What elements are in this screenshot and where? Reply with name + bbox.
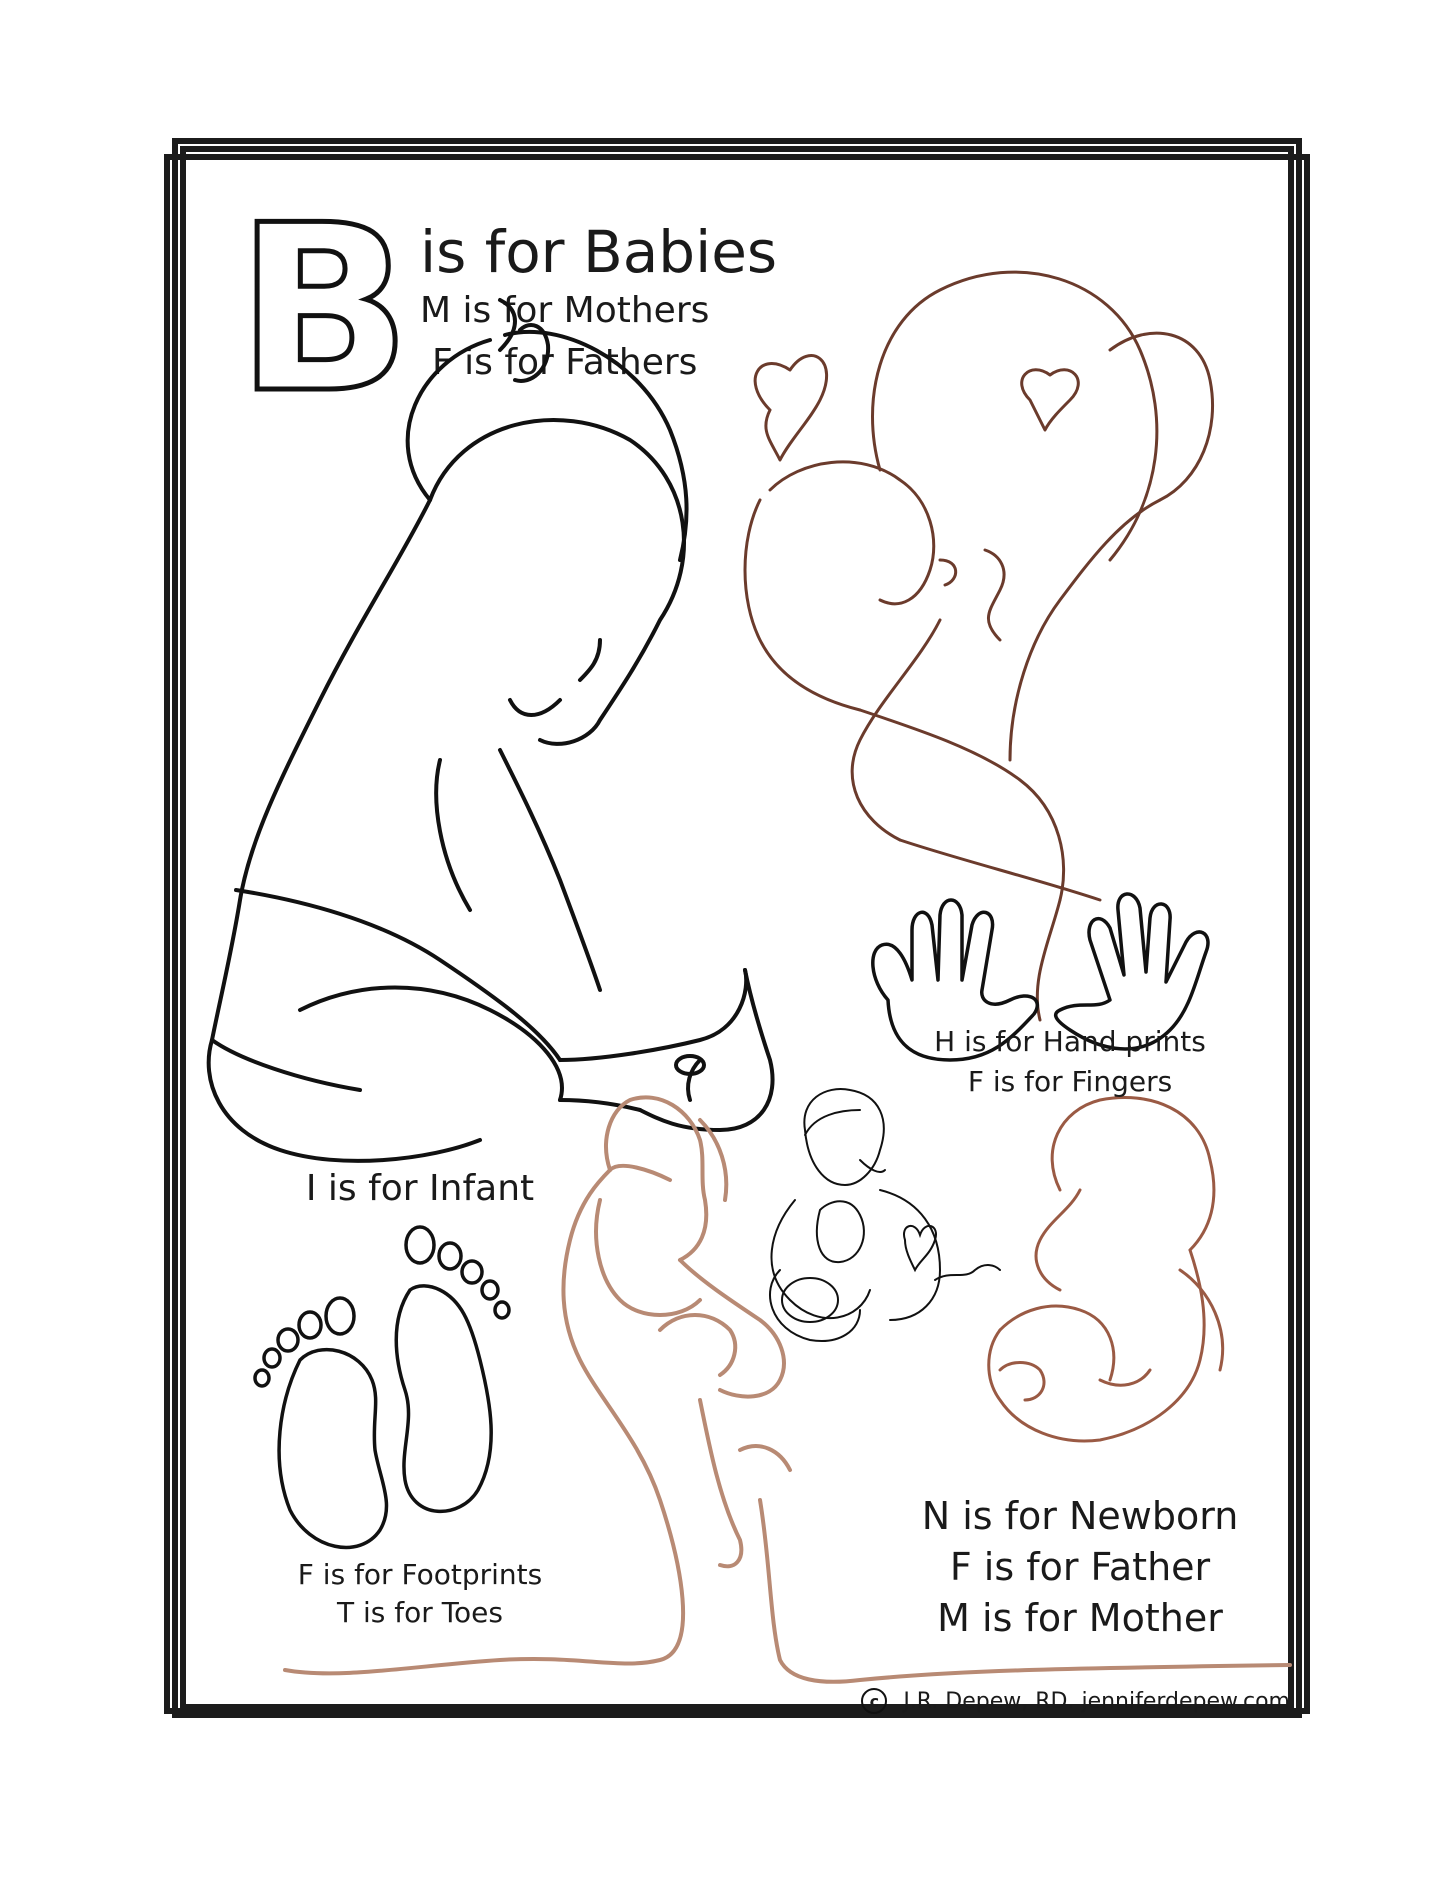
copyright-line	[861, 1688, 1290, 1714]
page-title: is for Babies	[420, 218, 778, 286]
father-baby-illustration	[770, 1089, 1000, 1341]
fingers-label: F is for Fingers	[967, 1065, 1173, 1098]
newborn-label: N is for Newborn	[921, 1494, 1239, 1538]
subtitle-mothers: M is for Mothers	[420, 290, 710, 331]
footprints-illustration	[255, 1227, 509, 1547]
footprints-label: F is for Footprints	[297, 1558, 543, 1591]
father-label: F is for Father	[949, 1545, 1211, 1589]
hand-prints-label: H is for Hand prints	[934, 1025, 1206, 1058]
curled-newborn-illustration	[989, 1098, 1223, 1441]
subtitle-fathers: F is for Fathers	[432, 342, 698, 383]
big-letter: B	[236, 177, 412, 444]
mother-label: M is for Mother	[937, 1596, 1223, 1640]
sitting-baby-illustration	[209, 300, 773, 1161]
copyright-icon: c	[861, 1688, 887, 1714]
infant-label: I is for Infant	[305, 1168, 535, 1209]
copyright-credit: J.R. Depew, RD. jenniferdepew.com	[903, 1688, 1290, 1714]
mother-baby-kiss-illustration	[745, 272, 1213, 1020]
toes-label: T is for Toes	[337, 1596, 503, 1629]
